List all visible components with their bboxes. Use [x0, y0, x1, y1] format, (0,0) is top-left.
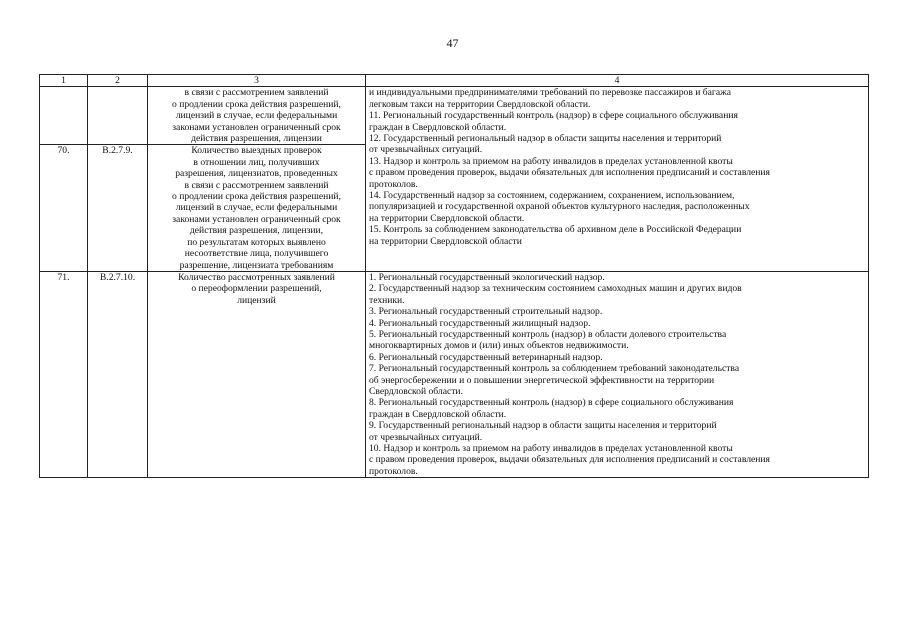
document-table	[39, 74, 869, 478]
supervision-line: на территории Свердловской области.	[369, 212, 525, 224]
description-line: несоответствие лица, получившего	[184, 248, 329, 260]
supervision-line: 11. Региональный государственный контроль (надзор) в сфере социального обслуживания	[369, 110, 738, 122]
supervision-line: от чрезвычайных ситуаций.	[369, 144, 483, 156]
description-line: лицензий в случае, если федеральными	[175, 110, 338, 122]
description-line: о переоформлении разрешений,	[191, 283, 322, 295]
table-row-71	[40, 271, 869, 477]
supervision-line: протоколов.	[369, 465, 418, 477]
description-line: в связи с рассмотрением заявлений	[184, 179, 329, 191]
header-col-4: 4	[366, 75, 869, 87]
header-row	[40, 75, 869, 87]
supervision-line: 6. Региональный государственный ветеринарный надзор.	[369, 351, 603, 363]
row-number-cell: 70.	[40, 145, 88, 271]
supervision-line: 12. Государственный региональный надзор в области защиты населения и территорий	[369, 133, 722, 145]
supervision-line: об энергосбережении и о повышении энергетической эффективности на территории	[369, 374, 715, 386]
supervision-line: 7. Региональный государственный контроль за соблюдением требований законодательства	[369, 363, 740, 375]
row-code-cell	[88, 87, 148, 145]
row-number-cell: 71.	[40, 271, 88, 477]
supervision-line: на территории Свердловской области	[369, 235, 522, 247]
supervision-line: 4. Региональный государственный жилищный надзор.	[369, 317, 591, 329]
row-description-cell	[148, 271, 366, 477]
description-line: разрешения, лицензиатов, проведенных	[175, 168, 338, 180]
supervision-line: Свердловской области.	[369, 385, 463, 397]
description-line: лицензий	[237, 294, 276, 306]
description-line: Количество рассмотренных заявлений	[178, 271, 335, 283]
description-line: действия разрешения, лицензии,	[189, 225, 324, 237]
supervision-line: 14. Государственный надзор за состоянием, содержанием, сохранением, использованием,	[369, 190, 735, 202]
supervision-line: популяризацией и государственной охраной объектов культурного наследия, расположенных	[369, 201, 750, 213]
supervision-line: с правом проведения проверок, выдачи обязательных для исполнения предписаний и составления	[369, 167, 770, 179]
supervision-line: 9. Государственный региональный надзор в области защиты населения и территорий	[369, 420, 717, 432]
description-line: лицензий в случае, если федеральными	[175, 202, 338, 214]
row-number-cell	[40, 87, 88, 145]
description-line: действия разрешения, лицензии	[191, 133, 322, 145]
supervision-line: многоквартирных домов и (или) иных объектов недвижимости.	[369, 340, 629, 352]
supervision-line: 10. Надзор и контроль за приемом на работу инвалидов в пределах установленной квоты	[369, 443, 733, 454]
supervision-types-cell	[366, 271, 869, 477]
row-description-cell	[148, 87, 366, 145]
table-row-continuation	[40, 87, 869, 145]
supervision-line: с правом проведения проверок, выдачи обязательных для исполнения предписаний и составления	[369, 454, 770, 466]
description-line: законами установлен ограниченный срок	[172, 121, 341, 133]
description-line: Количество выездных проверок	[191, 145, 322, 157]
supervision-line: 8. Региональный государственный контроль (надзор) в сфере социального обслуживания	[369, 397, 734, 409]
supervision-line: легковым такси на территории Свердловской области.	[369, 98, 591, 110]
header-col-1: 1	[40, 75, 88, 87]
supervision-line: техники.	[369, 294, 405, 306]
supervision-line: 1. Региональный государственный экологический надзор.	[369, 271, 605, 283]
supervision-line: 5. Региональный государственный контроль (надзор) в области долевого строительства	[369, 328, 727, 340]
supervision-line: и индивидуальными предпринимателями требований по перевозке пассажиров и багажа	[369, 87, 731, 99]
row-code-cell: В.2.7.10.	[88, 271, 148, 477]
description-line: о продлении срока действия разрешений,	[172, 191, 341, 203]
supervision-line: протоколов.	[369, 178, 418, 190]
description-line: законами установлен ограниченный срок	[172, 213, 341, 225]
description-line: по результатам которых выявлено	[187, 236, 326, 248]
supervision-line: граждан в Свердловской области.	[369, 408, 507, 420]
header-col-3: 3	[148, 75, 366, 87]
row-code-cell: В.2.7.9.	[88, 145, 148, 271]
supervision-line: 15. Контроль за соблюдением законодательства об архивном деле в Российской Федерации	[369, 224, 742, 236]
page-number: 47	[446, 36, 459, 50]
supervision-line: 3. Региональный государственный строительный надзор.	[369, 306, 603, 318]
description-line: в связи с рассмотрением заявлений	[184, 87, 329, 99]
supervision-line: граждан в Свердловской области.	[369, 121, 507, 133]
supervision-line: от чрезвычайных ситуаций.	[369, 431, 483, 443]
header-col-2: 2	[88, 75, 148, 87]
supervision-line: 2. Государственный надзор за техническим состоянием самоходных машин и других видов	[369, 283, 742, 295]
supervision-types-cell	[366, 87, 869, 272]
description-line: разрешение, лицензиата требованиям	[179, 259, 334, 271]
description-line: о продлении срока действия разрешений,	[172, 98, 341, 110]
description-line: в отношении лиц, получивших	[193, 156, 320, 168]
row-description-cell	[148, 145, 366, 271]
supervision-line: 13. Надзор и контроль за приемом на работу инвалидов в пределах установленной квоты	[369, 155, 733, 167]
